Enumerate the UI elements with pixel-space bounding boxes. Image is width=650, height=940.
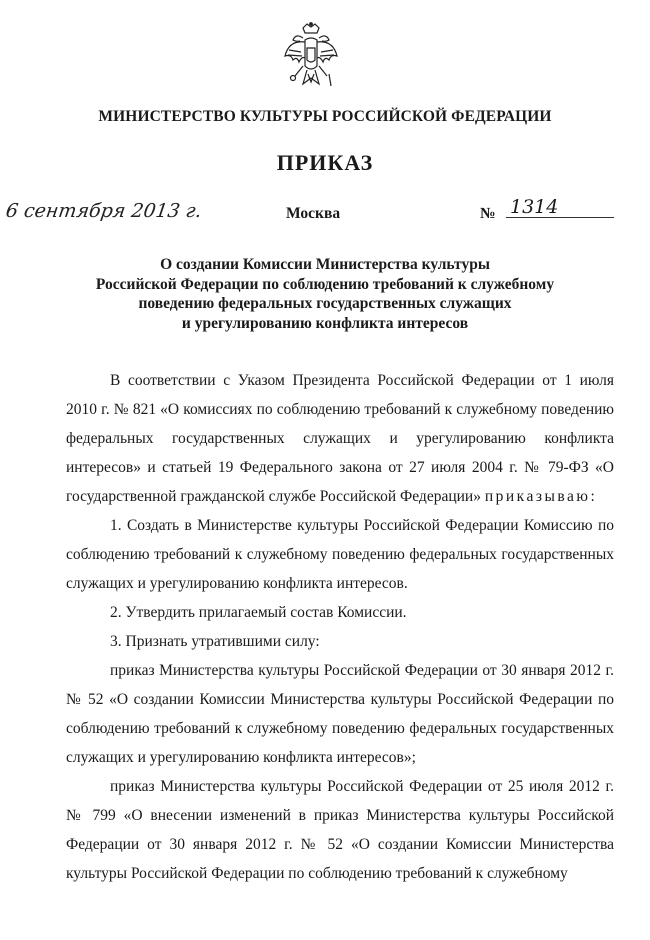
- city-label: Москва: [286, 205, 341, 222]
- preamble-text: В соответствии с Указом Президента Российской Федерации от 1 июля 2010 г. № 821 «О комиссиях по соблюдению требований к служебному поведению федеральных государственных служащих и урегулированию конфликта интересов» и статьей 19 Федерального закона от 27 июля 2004 г. № 79-ФЗ «О государственной гражданской службе Российской Федерации»: [66, 372, 614, 505]
- repealed-order-1: приказ Министерства культуры Российской Федерации от 30 января 2012 г. № 52 «О создании Комиссии Министерства культуры Российской Федерации по соблюдению требований к служебному поведению федеральных государственных служащих и урегулированию конфликта интересов»;: [66, 662, 614, 766]
- number-label: №: [480, 205, 496, 222]
- subject-line: Российской Федерации по соблюдению требований к служебному: [95, 275, 555, 293]
- subject-line: и урегулированию конфликта интересов: [181, 314, 469, 332]
- handwritten-date: 6 сентября 2013 г.: [4, 200, 204, 222]
- item-2: 2. Утвердить прилагаемый состав Комиссии.: [110, 604, 407, 621]
- order-word: приказываю:: [484, 488, 598, 505]
- document-type-title: ПРИКАЗ: [276, 150, 374, 175]
- handwritten-number: 1314: [506, 196, 614, 218]
- preamble-paragraph: [66, 366, 614, 511]
- order-subject: [40, 255, 610, 333]
- item-1: 1. Создать в Министерстве культуры Российской Федерации Комиссию по соблюдению требований к служебному поведению федеральных государственных служащих и урегулированию конфликта интересов.: [66, 517, 614, 592]
- subject-line: О создании Комиссии Министерства культуры: [160, 256, 490, 273]
- subject-line: поведению федеральных государственных служащих: [138, 295, 512, 312]
- repealed-order-2: приказ Министерства культуры Российской Федерации от 25 июля 2012 г. № 799 «О внесении изменений в приказ Министерства культуры Российской Федерации от 30 января 2012 г. № 52 «О создании Комиссии Министерства культуры Российской Федерации по соблюдению требований к служебному: [66, 778, 614, 882]
- item-3: 3. Признать утратившими силу:: [110, 633, 320, 650]
- coat-of-arms-icon: [281, 22, 341, 97]
- ministry-name: МИНИСТЕРСТВО КУЛЬТУРЫ РОССИЙСКОЙ ФЕДЕРАЦИИ: [98, 108, 552, 125]
- order-body: [66, 366, 614, 888]
